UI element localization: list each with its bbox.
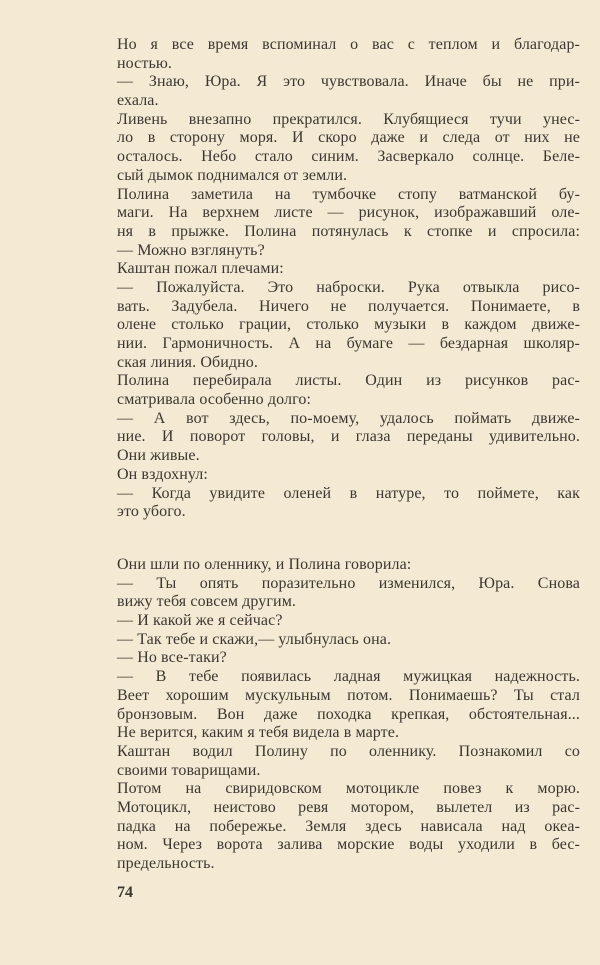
text-line: ня в прыжке. Полина потянулась к стопке и спросила:	[117, 222, 580, 240]
text-line: — В тебе появилась ладная мужицкая надежность.	[117, 668, 580, 686]
text-line: — Так тебе и скажи,— улыбнулась она.	[117, 630, 392, 648]
text-line: Мотоцикл, неистово ревя мотором, вылетел из рас-	[117, 798, 580, 816]
text-line: — Можно взглянуть?	[117, 241, 265, 259]
text-line: маги. На верхнем листе — рисунок, изображавший оле-	[117, 204, 580, 222]
text-line: — И какой же я сейчас?	[117, 612, 283, 630]
text-line: — А вот здесь, по-моему, удалось поймать движе-	[117, 409, 580, 427]
text-line: Потом на свиридовском мотоцикле повез к морю.	[117, 780, 580, 798]
text-line: вижу тебя совсем другим.	[117, 593, 297, 611]
text-line: — Знаю, Юра. Я это чувствовала. Иначе бы не при-	[117, 73, 580, 91]
text-line: Но я все время вспоминал о вас с теплом и благодар-	[117, 36, 580, 53]
text-line: ская линия. Обидно.	[117, 353, 258, 371]
text-line: — Но все-таки?	[117, 649, 227, 667]
text-line: Ливень внезапно прекратился. Клубящиеся тучи унес-	[117, 110, 580, 128]
text-line: Веет хорошим мускульным потом. Понимаешь? Ты стал	[117, 686, 580, 704]
text-line: Они шли по оленнику, и Полина говорила:	[117, 556, 412, 573]
text-line: Каштан водил Полину по оленнику. Познакомил со	[117, 742, 580, 760]
text-block-2	[117, 556, 580, 874]
page-number: 74	[117, 884, 133, 901]
text-line: Каштан пожал плечами:	[117, 260, 284, 278]
text-line: Полина перебирала листы. Один из рисунков рас-	[117, 372, 580, 390]
text-line: — Ты опять поразительно изменился, Юра. Снова	[117, 574, 580, 592]
text-line: предельность.	[117, 855, 215, 872]
text-line: это убого.	[117, 503, 186, 521]
text-line: падка на побережье. Земля здесь нависала над океа-	[117, 817, 580, 835]
text-line: — Пожалуйста. Это наброски. Рука отвыкла рисо-	[117, 278, 580, 296]
text-line: Полина заметила на тумбочке стопу ватманской бу-	[117, 185, 580, 203]
text-line: — Когда увидите оленей в натуре, то поймете, как	[117, 484, 580, 502]
text-line: Они живые.	[117, 447, 200, 465]
text-line: олене столько грации, столько музыки в каждом движе-	[117, 316, 580, 334]
text-line: вать. Задубела. Ничего не получается. Понимаете, в	[117, 297, 580, 315]
text-line: ностью.	[117, 54, 173, 72]
text-line: нии. Гармоничность. А на бумаге — бездарная школяр-	[117, 335, 580, 352]
text-line: ние. И поворот головы, и глаза переданы удивительно.	[117, 428, 580, 446]
text-block-1	[117, 36, 580, 522]
text-line: сый дымок поднимался от земли.	[117, 166, 348, 184]
text-line: своими товарищами.	[117, 761, 261, 779]
text-line: Он вздохнул:	[117, 465, 208, 483]
text-line: ном. Через ворота залива морские воды уходили в бес-	[117, 836, 580, 854]
text-line: сматривала особенно долго:	[117, 391, 312, 409]
text-line: ло в сторону моря. И скоро даже и следа от них не	[117, 129, 580, 147]
text-line: осталось. Небо стало синим. Засверкало солнце. Беле-	[117, 148, 580, 166]
text-line: Не верится, каким я тебя видела в марте.	[117, 724, 400, 742]
text-line: ехала.	[117, 92, 159, 110]
text-line: бронзовым. Вон даже походка крепкая, обстоятельная...	[117, 705, 580, 723]
